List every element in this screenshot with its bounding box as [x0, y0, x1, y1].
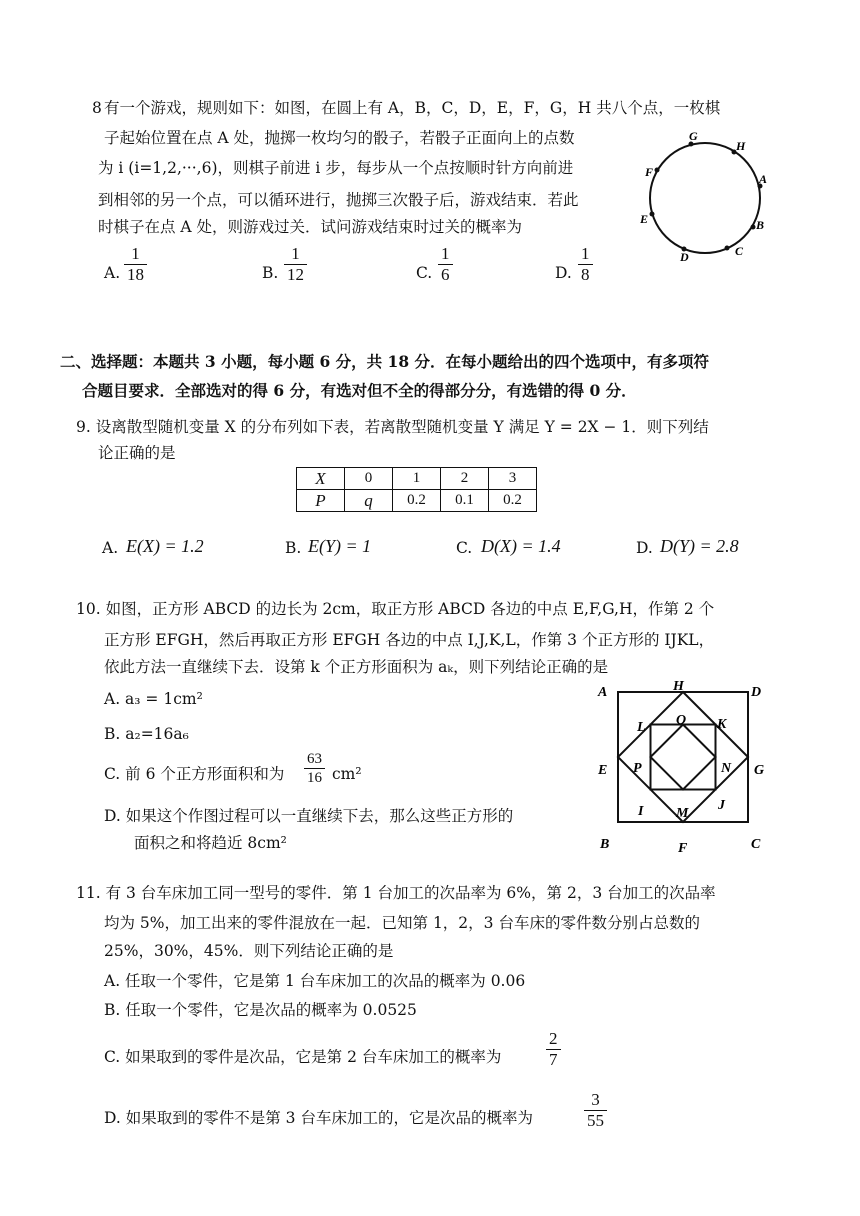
q9-text-line1: 9. 设离散型随机变量 X 的分布列如下表，若离散型随机变量 Y 满足 Y = 2X − 1．则下列结	[76, 418, 709, 436]
q11-option-a: A. 任取一个零件，它是第 1 台车床加工的次品的概率为 0.06	[104, 972, 526, 990]
q8-option-a-den: 18	[124, 264, 147, 285]
point-H: H	[736, 139, 746, 153]
point-G: G	[689, 129, 698, 143]
q9-distribution-table	[296, 467, 537, 512]
q9-option-b-label: B.	[285, 539, 302, 557]
q8-number: 8	[92, 99, 102, 117]
q10-option-c-fraction	[304, 750, 325, 787]
q11-option-b: B. 任取一个零件，它是次品的概率为 0.0525	[104, 1001, 417, 1019]
label-G: G	[754, 763, 765, 778]
label-B: B	[600, 837, 610, 852]
table-cell: 2	[441, 468, 489, 490]
point-D: D	[680, 250, 689, 263]
q8-text-line4: 到相邻的另一个点，可以循环进行，抛掷三次骰子后，游戏结束．若此	[98, 191, 579, 209]
point-E: E	[640, 212, 649, 226]
q11-text-line1: 11. 有 3 台车床加工同一型号的零件．第 1 台加工的次品率为 6%，第 2，3 台加工的次品率	[76, 884, 716, 902]
table-row	[297, 490, 537, 512]
q8-option-c-label: C.	[416, 264, 433, 282]
q8-option-a-label: A.	[104, 264, 121, 282]
table-cell: 0	[345, 468, 393, 490]
q8-option-b-num: 1	[291, 244, 300, 263]
q9-option-c-label: C.	[456, 539, 473, 557]
label-F: F	[678, 841, 688, 856]
q11-option-c-fraction	[546, 1029, 561, 1070]
q8-option-d-num: 1	[581, 244, 590, 263]
q9-text-line2: 论正确的是	[98, 444, 176, 462]
label-O: O	[676, 713, 687, 728]
table-cell: X	[297, 468, 345, 490]
q8-option-d-label: D.	[555, 264, 572, 282]
q10-text-line2: 正方形 EFGH，然后再取正方形 EFGH 各边的中点 I,J,K,L，作第 3 个正方形的 IJKL，	[104, 631, 715, 649]
table-row	[297, 468, 537, 490]
q9-option-a-label: A.	[102, 539, 119, 557]
q10-option-c-unit: cm²	[332, 765, 362, 783]
q10-option-d-line1: D. 如果这个作图过程可以一直继续下去，那么这些正方形的	[104, 807, 514, 825]
table-cell: q	[345, 490, 393, 512]
q8-circle-figure	[640, 128, 770, 263]
q9-option-a-text: E(X) = 1.2	[126, 536, 204, 556]
q10-option-c-text: C. 前 6 个正方形面积和为	[104, 765, 285, 783]
label-J: J	[718, 798, 725, 813]
q8-option-b-den: 12	[284, 264, 307, 285]
label-P: P	[633, 761, 642, 776]
table-cell: P	[297, 490, 345, 512]
table-cell: 3	[489, 468, 537, 490]
table-cell: 0.2	[393, 490, 441, 512]
q8-text-line2: 子起始位置在点 A 处，抛掷一枚均匀的骰子，若骰子正面向上的点数	[104, 129, 575, 147]
q10-option-b: B. a₂=16a₆	[104, 725, 189, 743]
q8-option-a-num: 1	[131, 244, 140, 263]
q11-option-d-num: 3	[591, 1090, 600, 1109]
q10-option-c-num: 63	[307, 751, 322, 767]
q9-option-b-text: E(Y) = 1	[308, 536, 372, 556]
point-C: C	[735, 244, 744, 258]
point-B: B	[756, 218, 765, 232]
q11-option-c-den: 7	[546, 1049, 561, 1070]
q11-option-c-num: 2	[549, 1029, 558, 1048]
label-C: C	[751, 837, 761, 852]
q11-option-d-fraction	[584, 1090, 607, 1131]
label-H: H	[673, 679, 684, 694]
q10-option-c-den: 16	[304, 768, 325, 787]
section2-instructions-line1: 二、选择题：本题共 3 小题，每小题 6 分，共 18 分．在每小题给出的四个选项中，有多项符	[60, 352, 710, 371]
q8-text-line3: 为 i (i=1,2,···,6)，则棋子前进 i 步，每步从一个点按顺时针方向前进	[98, 159, 574, 177]
label-D: D	[751, 685, 762, 700]
label-A: A	[598, 685, 608, 700]
q11-text-line3: 25%，30%，45%．则下列结论正确的是	[104, 942, 394, 960]
q11-option-c-text: C. 如果取到的零件是次品，它是第 2 台车床加工的概率为	[104, 1048, 502, 1066]
point-F: F	[645, 165, 654, 179]
q11-option-d-text: D. 如果取到的零件不是第 3 台车床加工的，它是次品的概率为	[104, 1109, 533, 1127]
table-cell: 1	[393, 468, 441, 490]
q9-option-c-text: D(X) = 1.4	[481, 536, 561, 556]
label-M: M	[676, 806, 689, 821]
section2-instructions-line2: 合题目要求．全部选对的得 6 分，有选对但不全的得部分分，有选错的得 0 分．	[82, 381, 637, 400]
table-cell: 0.1	[441, 490, 489, 512]
point-A: A	[759, 172, 768, 186]
q8-option-d-den: 8	[578, 264, 593, 285]
q8-text-line5: 时棋子在点 A 处，则游戏过关．试问游戏结束时过关的概率为	[98, 218, 523, 236]
q11-text-line2: 均为 5%，加工出来的零件混放在一起．已知第 1，2，3 台车床的零件数分别占总数的	[104, 914, 700, 932]
q10-text-line3: 依此方法一直继续下去．设第 k 个正方形面积为 aₖ，则下列结论正确的是	[104, 658, 609, 676]
q9-option-d-text: D(Y) = 2.8	[660, 536, 739, 556]
q8-option-d-fraction	[578, 244, 593, 285]
table-cell: 0.2	[489, 490, 537, 512]
q10-nested-squares-figure	[594, 676, 774, 858]
q10-option-a: A. a₃ = 1cm²	[104, 690, 203, 708]
q8-option-c-num: 1	[441, 244, 450, 263]
label-L: L	[637, 720, 646, 735]
q8-option-b-fraction	[284, 244, 307, 285]
q9-option-d-label: D.	[636, 539, 653, 557]
label-K: K	[717, 717, 727, 732]
label-N: N	[721, 761, 732, 776]
q8-option-c-fraction	[438, 244, 453, 285]
q8-option-c-den: 6	[438, 264, 453, 285]
q8-option-b-label: B.	[262, 264, 279, 282]
q10-text-line1: 10. 如图，正方形 ABCD 的边长为 2cm，取正方形 ABCD 各边的中点 E,F,G,H，作第 2 个	[76, 600, 715, 618]
q11-option-d-den: 55	[584, 1110, 607, 1131]
label-E: E	[598, 763, 608, 778]
q8-text-line1: 有一个游戏，规则如下：如图，在圆上有 A，B，C，D，E，F，G，H 共八个点，一枚棋	[104, 99, 721, 117]
q10-option-d-line2: 面积之和将趋近 8cm²	[134, 834, 287, 852]
label-I: I	[638, 804, 644, 819]
q8-option-a-fraction	[124, 244, 147, 285]
